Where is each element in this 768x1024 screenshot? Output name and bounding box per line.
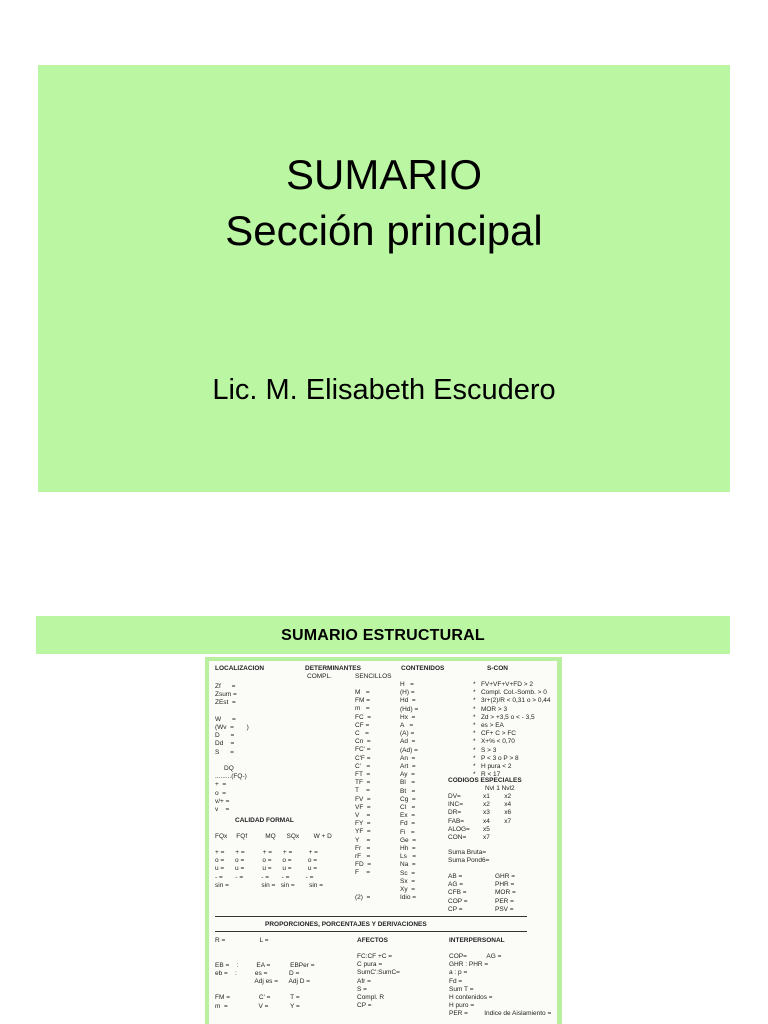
divider-line (215, 916, 527, 917)
sencillos-list: M = FM = m = FC = CF = C = Cn = FC' = C'F = C' = FT = TF = T = FV = VF = V = FY = YF = Y = Fr = rF = FD = F = (2) = (355, 689, 372, 902)
codigos-title: CODIGOS ESPECIALES (448, 777, 522, 784)
codigos-values: x1 x2 x2 x4 x3 x6 x4 x7 x5 x7 (483, 793, 512, 842)
afectos-list: FC:CF +C = C pura = SumC':SumC= Afr = S = Compl. R CP = (357, 953, 400, 1010)
proporciones-list: R = L = EB = : EA = EBPer = eb = : es = D = Adj es = Adj D = FM = C' = T = m = V = Y = (215, 937, 315, 1010)
interpersonal-list: COP= AG = GHR : PHR = a : p = Fd = Sum T = H contenidos = H puro = PER = Indice de Aislamiento = (449, 953, 552, 1018)
header-contenidos: CONTENIDOS (401, 665, 445, 672)
header-scon: S-CON (487, 665, 508, 672)
ab-list: AB = AG = CFB = COP = CP = (448, 873, 468, 913)
slide-author: Lic. M. Elisabeth Escudero (212, 374, 556, 406)
codigos-list: DV= INC= DR= FAB= ALOG= CON= (448, 793, 470, 842)
scanned-document (209, 661, 557, 1024)
proporciones-title: PROPORCIONES, PORCENTAJES Y DERIVACIONES (265, 921, 427, 928)
header-compl: COMPL. (307, 673, 332, 680)
localizacion-list: Zf = Zsum = ZEst = W = (Wv = ) D = Dd = S = DQ .........(FQ-) + = o = v/+ = v = (215, 683, 249, 814)
ghr-list: GHR = PHR = MOR = PER = PSV = (495, 873, 516, 913)
afectos-title: AFECTOS (357, 937, 388, 944)
title-slide (38, 65, 730, 492)
suma-bruta: Suma Bruta= (448, 849, 487, 856)
suma-ponderada: Suma Pond6= (448, 857, 490, 864)
calidad-formal-title: CALIDAD FORMAL (235, 817, 294, 824)
header-sencillos: SENCILLOS (355, 673, 392, 680)
slide-subtitle: Sección principal (225, 207, 543, 254)
header-determinantes: DETERMINANTES (305, 665, 361, 672)
header-localizacion: LOCALIZACION (215, 665, 265, 672)
calidad-formal-headers: FQx FQf MQ SQx W + D (215, 833, 332, 840)
interpersonal-title: INTERPERSONAL (449, 937, 505, 944)
calidad-formal-rows: + = + = + = + = + = o = o = o = o = o = u = u = u = u = u = - = - = - = - = - = sin = sin = sin = sin = (215, 849, 324, 889)
scon-list: * FV+VF+V+FD > 2 * Compl. Col.-Somb. > 0 * 3r+(2)/R < 0,31 o > 0,44 * MOR > 3 * Zd > +3,5 o < - 3,5 * es > EA * CF+ C > FC * X+% < 0,70 * S > 3 * P < 3 o P > 8 * H pura < 2 * R < 17 (473, 681, 551, 779)
slide-title: SUMARIO (285, 151, 482, 198)
nivel-labels: Nvl 1 Nvl2 (485, 785, 515, 792)
section-banner: SUMARIO ESTRUCTURAL (36, 616, 730, 654)
divider-line (215, 931, 527, 932)
contenidos-list: H = (H) = Hd = (Hd) = Hx = A = (A) = Ad = (Ad) = An = Art = Ay = Bl = Bt = Cg = Cl = Ex = Fd = Fi = Ge = Hh = Ls = Na = Sc = Sx = Xy = Idio = (400, 681, 419, 902)
